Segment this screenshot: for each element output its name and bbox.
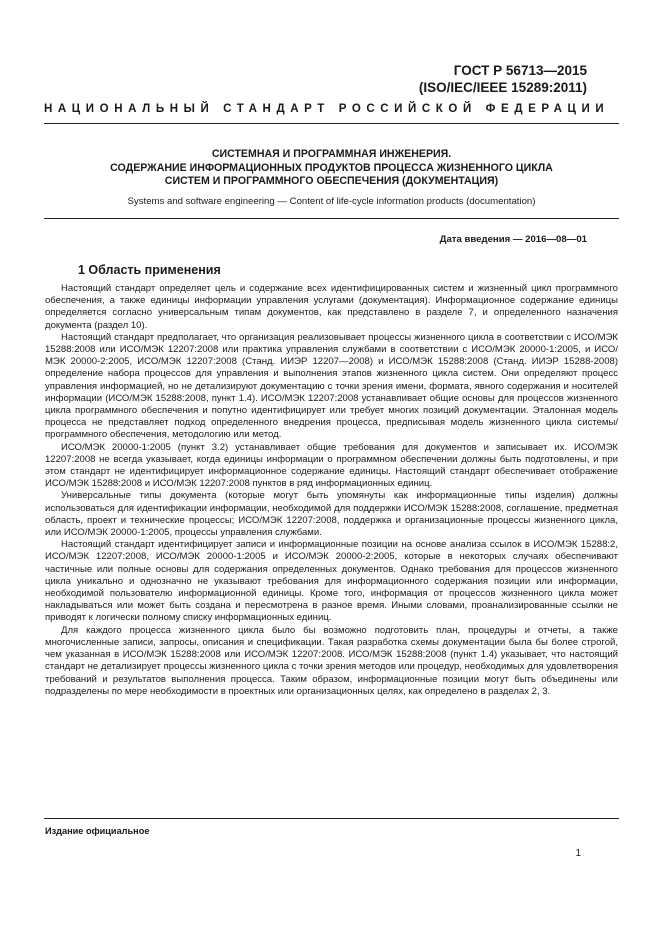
standard-number: ГОСТ Р 56713—2015	[453, 63, 587, 78]
edition-label: Издание официальное	[45, 826, 150, 836]
paragraph: Для каждого процесса жизненного цикла было бы возможно подготовить план, процедуры и отчеты, а также многочисленные записи, запросы, описания и спецификации. Такая разработка схемы документации была бы более строгой, чем указанная в ИСО/МЭК 15288:2008 или ИСО/МЭК 12207:2008. ИСО/МЭК 15288:2008 (пункт 1.4) указывает, что настоящий стандарт не детализирует процессы жизненного цикла с точки зрения методов или процедур, необходимых для удовлетворения требований и результатов выполнения процесса. Таким образом, информационные позиции могут быть объединены или подразделены по мере необходимости в проектных или организационных целях, как определено в разделах 2, 3.	[45, 624, 618, 697]
section-body	[45, 283, 618, 698]
standard-designation	[419, 62, 587, 96]
introduction-date: Дата введения — 2016—08—01	[439, 234, 587, 245]
national-standard-label: НАЦИОНАЛЬНЫЙ СТАНДАРТ РОССИЙСКОЙ ФЕДЕРАЦИИ	[44, 103, 610, 115]
paragraph: Настоящий стандарт определяет цель и содержание всех идентифицированных систем и жизненный цикл программного обеспечения, а также единицы информации управления услугами (документация). Информационное содержание единицы определяется согласно универсальным типам документов, как представлено в разделе 7, и определенного назначения документа (раздел 10).	[45, 283, 618, 331]
page-number: 1	[575, 848, 581, 859]
paragraph: Настоящий стандарт предполагает, что организация реализовывает процессы жизненного цикла в соответствии с ИСО/МЭК 15288:2008 или ИСО/МЭК 12207:2008 или практика управления службами в соответствии с ИСО/МЭК 20000-1:2005, и ИСО/МЭК 20000-2:2005, ИСО/МЭК 12207:2008 (Станд. ИИЭР 12207—2008) и ИСО/МЭК 15288:2008 (Станд. ИИЭР 15288-2008) определение набора процессов для управления и выполнения этапов жизненного цикла систем. Они определяют процесс управления информацией, но не детализируют документацию с точки зрения имени, формата, явного содержания и носителей информации (ИСО/МЭК 15288:2008, пункт 1.4). ИСО/МЭК 12207:2008 устанавливает общие основы для процессов жизненного цикла программного обеспечения и попутно идентифицирует или требует многих позиций документации. Эталонная модель процесса не представляет подход определенного внедрения процесса, предписывая модель жизненного цикла системы/программного обеспечения, методологию или метод.	[45, 331, 618, 441]
section-heading: 1 Область применения	[78, 263, 221, 277]
paragraph: ИСО/МЭК 20000-1:2005 (пункт 3.2) устанавливает общие требования для документов и записывает их. ИСО/МЭК 12207:2008 не всегда указывает, когда единицы информации о программном обеспечении должны быть подготовлены, и при этом стандарт не идентифицирует информационное содержание единицы. Настоящий стандарт обеспечивает отображение ИСО/МЭК 15288:2008 и ИСО/МЭК 12207:2008 пунктов в ряд информационных единиц.	[45, 441, 618, 490]
top-divider	[44, 123, 619, 124]
title-divider	[44, 218, 619, 219]
title-line: СИСТЕМНАЯ И ПРОГРАММНАЯ ИНЖЕНЕРИЯ.	[211, 148, 452, 160]
iso-reference: (ISO/IEC/IEEE 15289:2011)	[418, 80, 587, 95]
paragraph: Настоящий стандарт идентифицирует записи и информационные позиции на основе анализа ссылок в ИСО/МЭК 15288:2, ИСО/МЭК 12207:2008, ИСО/МЭК 20000-1:2005 и ИСО/МЭК 20000-2:2005, которые в некоторых случаях обеспечивают частичные или полные основы для содержания определенных документов. Однако требования для процессов жизненного цикла уникально и однозначно не указывают требования для информационного содержания позиции или информации, необходимой пользователю информационной единицы. Кроме того, информация от процессов жизненного цикла может накладываться или может быть создана и пересмотрена в разное время. Иными словами, проанализированные ссылки не приводят к логически полному списку информационных единиц.	[45, 539, 618, 624]
title-line: СОДЕРЖАНИЕ ИНФОРМАЦИОННЫХ ПРОДУКТОВ ПРОЦЕССА ЖИЗНЕННОГО ЦИКЛА	[110, 161, 553, 174]
paragraph: Универсальные типы документа (которые могут быть упомянуты как информационные типы изделия) должны использоваться для идентификации информации, необходимой для поддержки ИСО/МЭК 15288:2008, соглашение, предметная область, проект и технические процессы; ИСО/МЭК 12207:2008, поддержка и организационные процессы жизненного цикла, или ИСО/МЭК 20000-1:2005, процессы управления службами.	[45, 490, 618, 539]
document-title	[44, 148, 619, 189]
title-line: СИСТЕМ И ПРОГРАММНОГО ОБЕСПЕЧЕНИЯ (ДОКУМЕНТАЦИЯ)	[164, 175, 499, 187]
footer-divider	[44, 818, 619, 819]
english-title: Systems and software engineering — Content of life-cycle information products (documentation)	[127, 196, 536, 207]
